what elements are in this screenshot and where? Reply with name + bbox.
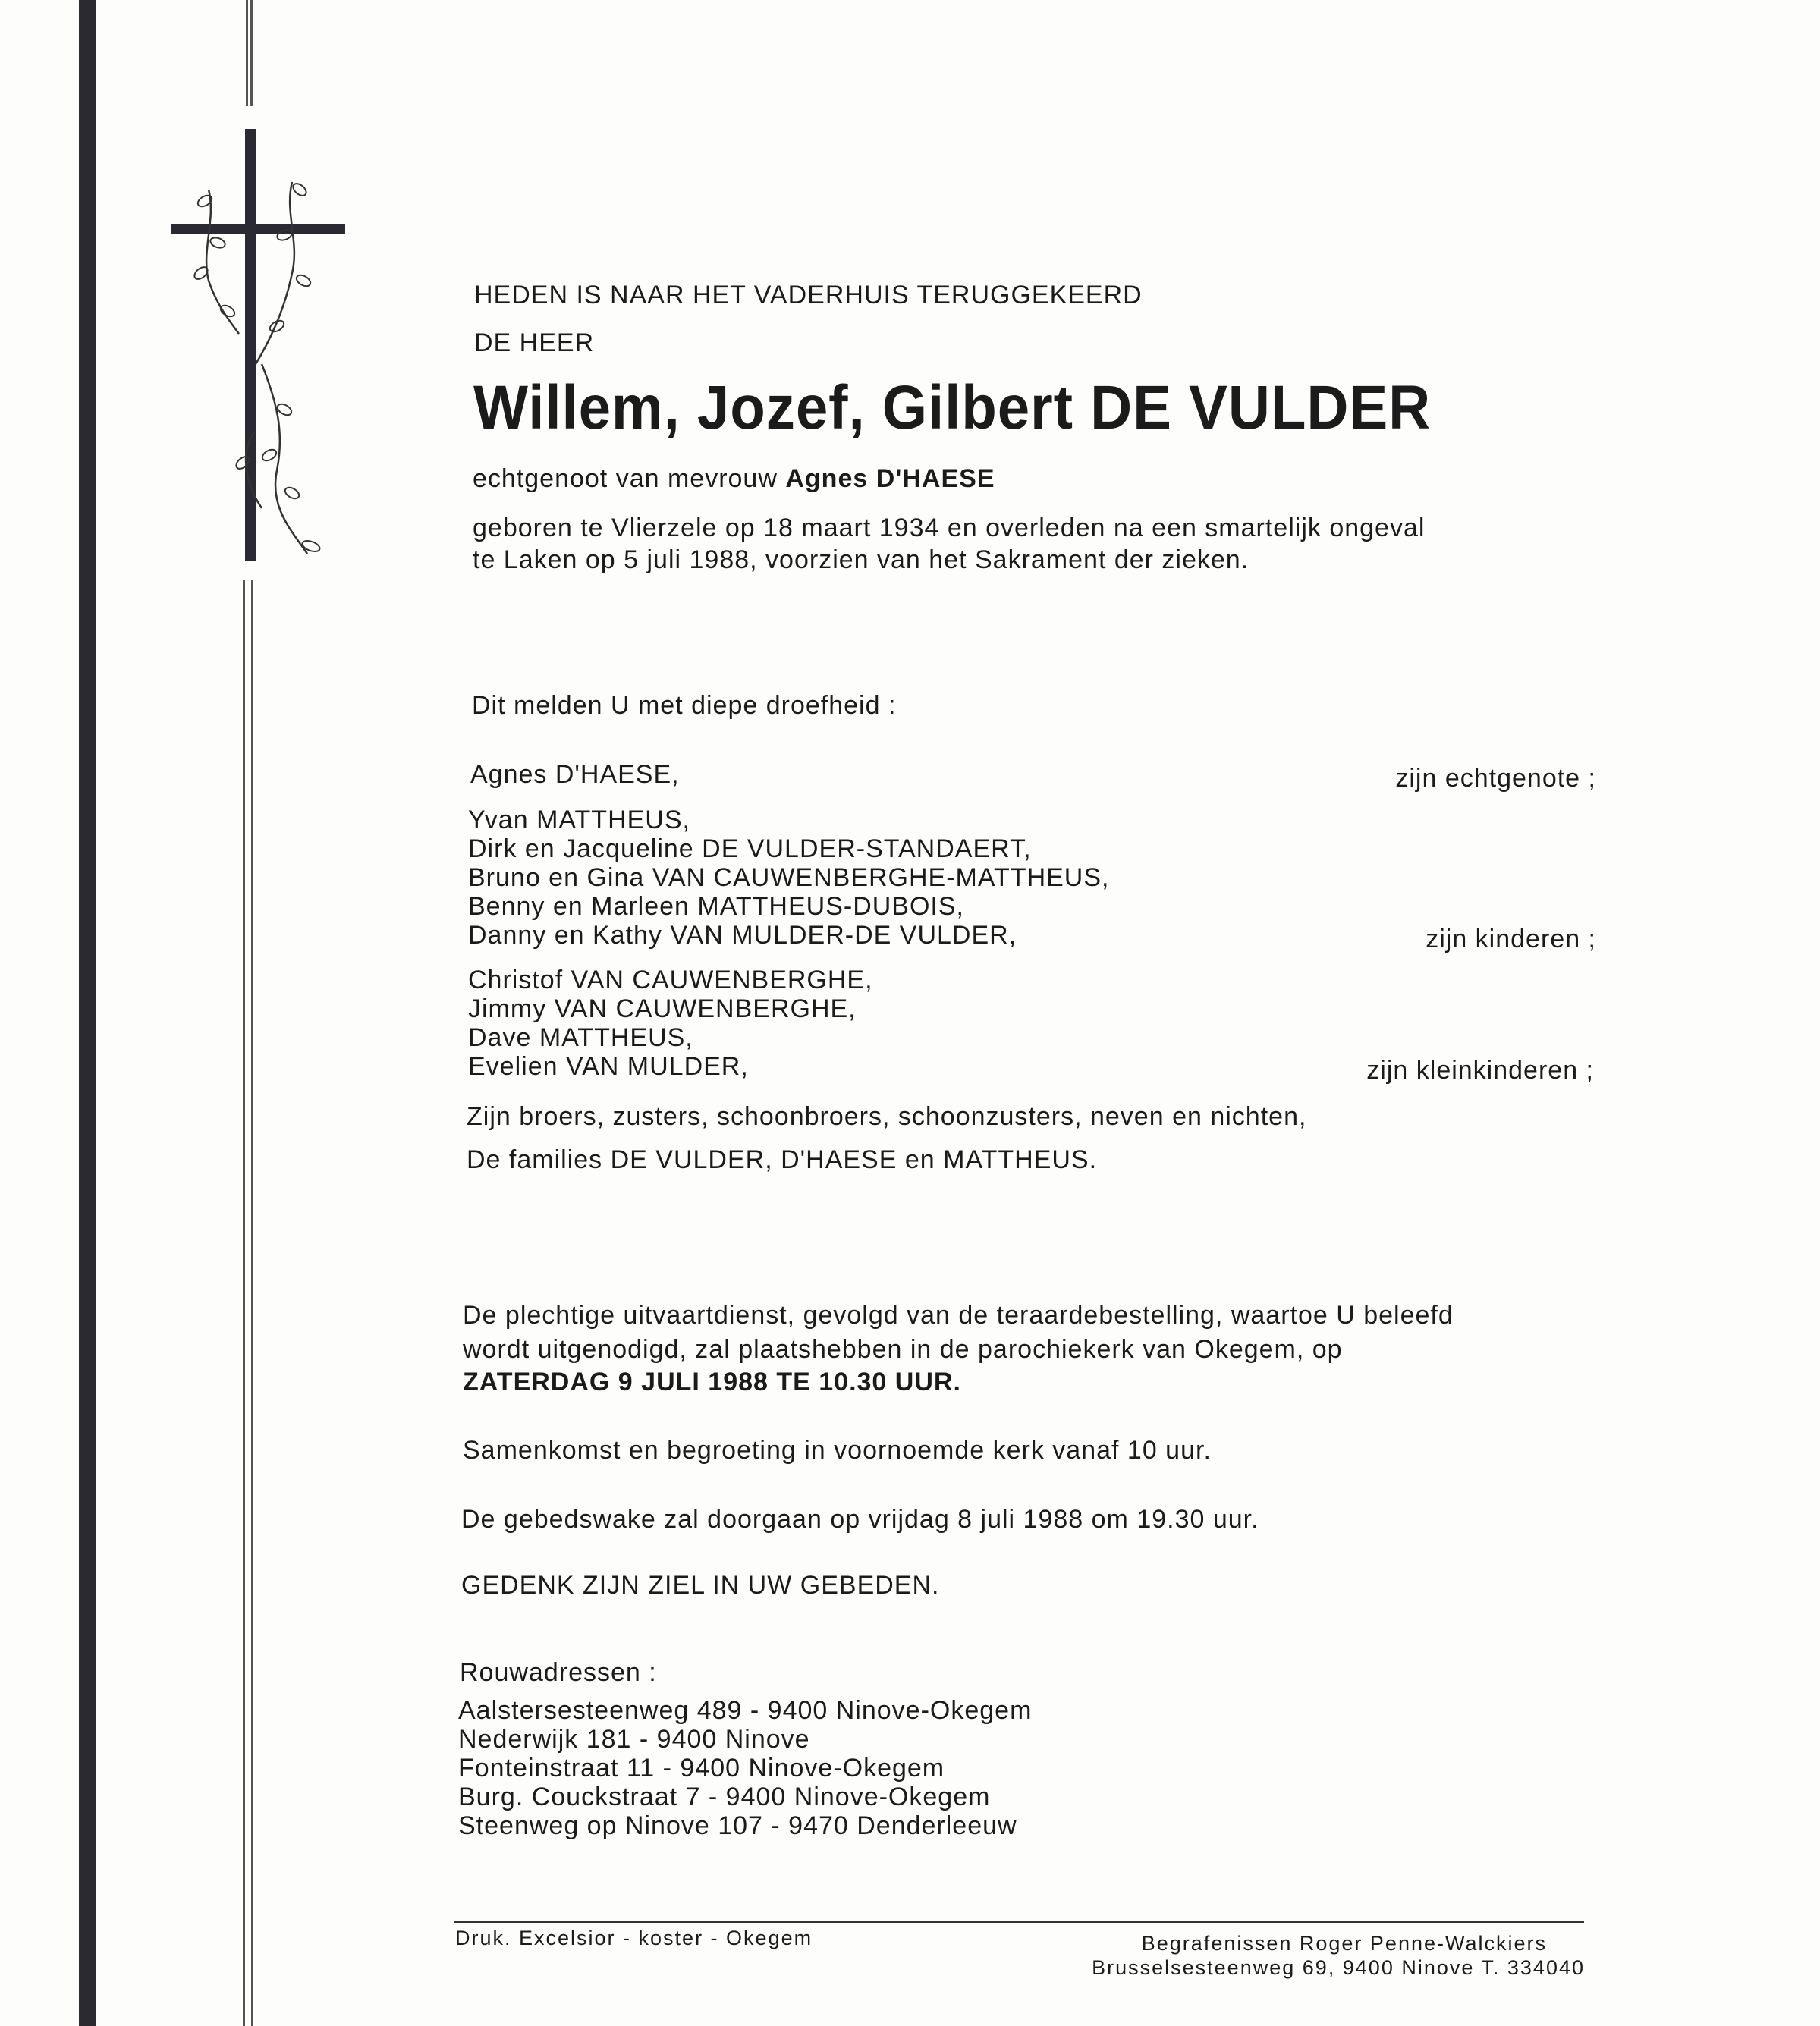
left-border-line-top (246, 0, 253, 106)
birth-line-1: geboren te Vlierzele op 18 maart 1934 en overleden na een smartelijk ongeval (473, 514, 1426, 542)
children-relation: zijn kinderen ; (1426, 925, 1596, 953)
cross-icon (163, 129, 345, 569)
printer-credit: Druk. Excelsior - koster - Okegem (455, 1927, 813, 1949)
list-item: Yvan MATTHEUS, (468, 806, 690, 834)
prayer-line: GEDENK ZIJN ZIEL IN UW GEBEDEN. (461, 1571, 940, 1600)
addresses-list (458, 1696, 1032, 1840)
service-date: ZATERDAG 9 JULI 1988 TE 10.30 UUR. (463, 1368, 961, 1396)
list-item: Fonteinstraat 11 - 9400 Ninove-Okegem (458, 1754, 945, 1783)
list-item: Jimmy VAN CAUWENBERGHE, (468, 994, 857, 1023)
spouse-name: Agnes D'HAESE (785, 464, 995, 493)
spouse-prefix: echtgenoot van mevrouw (473, 464, 778, 493)
families-line: De families DE VULDER, D'HAESE en MATTHEUS. (467, 1145, 1098, 1174)
list-item: Steenweg op Ninove 107 - 9470 Denderleeuw (458, 1811, 1017, 1840)
spouse-relation: zijn echtgenote ; (1395, 764, 1596, 793)
deceased-name: Willem, Jozef, Gilbert DE VULDER (473, 373, 1432, 442)
birth-line-2: te Laken op 5 juli 1988, voorzien van het Sakrament der zieken. (473, 545, 1249, 574)
honorific: DE HEER (474, 328, 595, 357)
addresses-title: Rouwadressen : (460, 1658, 657, 1687)
grandchildren-list (468, 966, 873, 1081)
footer-rule (454, 1921, 1584, 1923)
left-border-thick (79, 0, 96, 2026)
service-line-2: wordt uitgenodigd, zal plaatshebben in de parochiekerk van Okegem, op (463, 1335, 1343, 1364)
list-item: Christof VAN CAUWENBERGHE, (468, 966, 873, 994)
wake-line: De gebedswake zal doorgaan op vrijdag 8 juli 1988 om 19.30 uur. (461, 1505, 1259, 1534)
list-item: Nederwijk 181 - 9400 Ninove (458, 1725, 810, 1754)
undertaker-address: Brusselsesteenweg 69, 9400 Ninove T. 334040 (1092, 1956, 1585, 1979)
children-list (468, 806, 1109, 950)
list-item: Aalstersesteenweg 489 - 9400 Ninove-Okegem (458, 1696, 1033, 1725)
spouse-mourner: Agnes D'HAESE, (470, 760, 680, 789)
list-item: Bruno en Gina VAN CAUWENBERGHE-MATTHEUS, (468, 863, 1110, 892)
mourners-intro: Dit melden U met diepe droefheid : (472, 691, 897, 720)
spouse-line (473, 464, 995, 493)
list-item: Dave MATTHEUS, (468, 1023, 693, 1052)
list-item: Benny en Marleen MATTHEUS-DUBOIS, (468, 892, 964, 921)
left-border-line-bottom (243, 580, 253, 2026)
gathering-line: Samenkomst en begroeting in voornoemde kerk vanaf 10 uur. (463, 1436, 1212, 1465)
list-item: Burg. Couckstraat 7 - 9400 Ninove-Okegem (458, 1783, 991, 1811)
grandchildren-relation: zijn kleinkinderen ; (1366, 1056, 1594, 1085)
relatives-line: Zijn broers, zusters, schoonbroers, schoonzusters, neven en nichten, (467, 1102, 1307, 1131)
service-line-1: De plechtige uitvaartdienst, gevolgd van de teraardebestelling, waartoe U beleefd (463, 1301, 1454, 1330)
list-item: Dirk en Jacqueline DE VULDER-STANDAERT, (468, 834, 1032, 863)
intro-text: HEDEN IS NAAR HET VADERHUIS TERUGGEKEERD (474, 281, 1143, 309)
list-item: Danny en Kathy VAN MULDER-DE VULDER, (468, 921, 1017, 950)
list-item: Evelien VAN MULDER, (468, 1052, 749, 1081)
undertaker-name: Begrafenissen Roger Penne-Walckiers (1141, 1932, 1547, 1955)
